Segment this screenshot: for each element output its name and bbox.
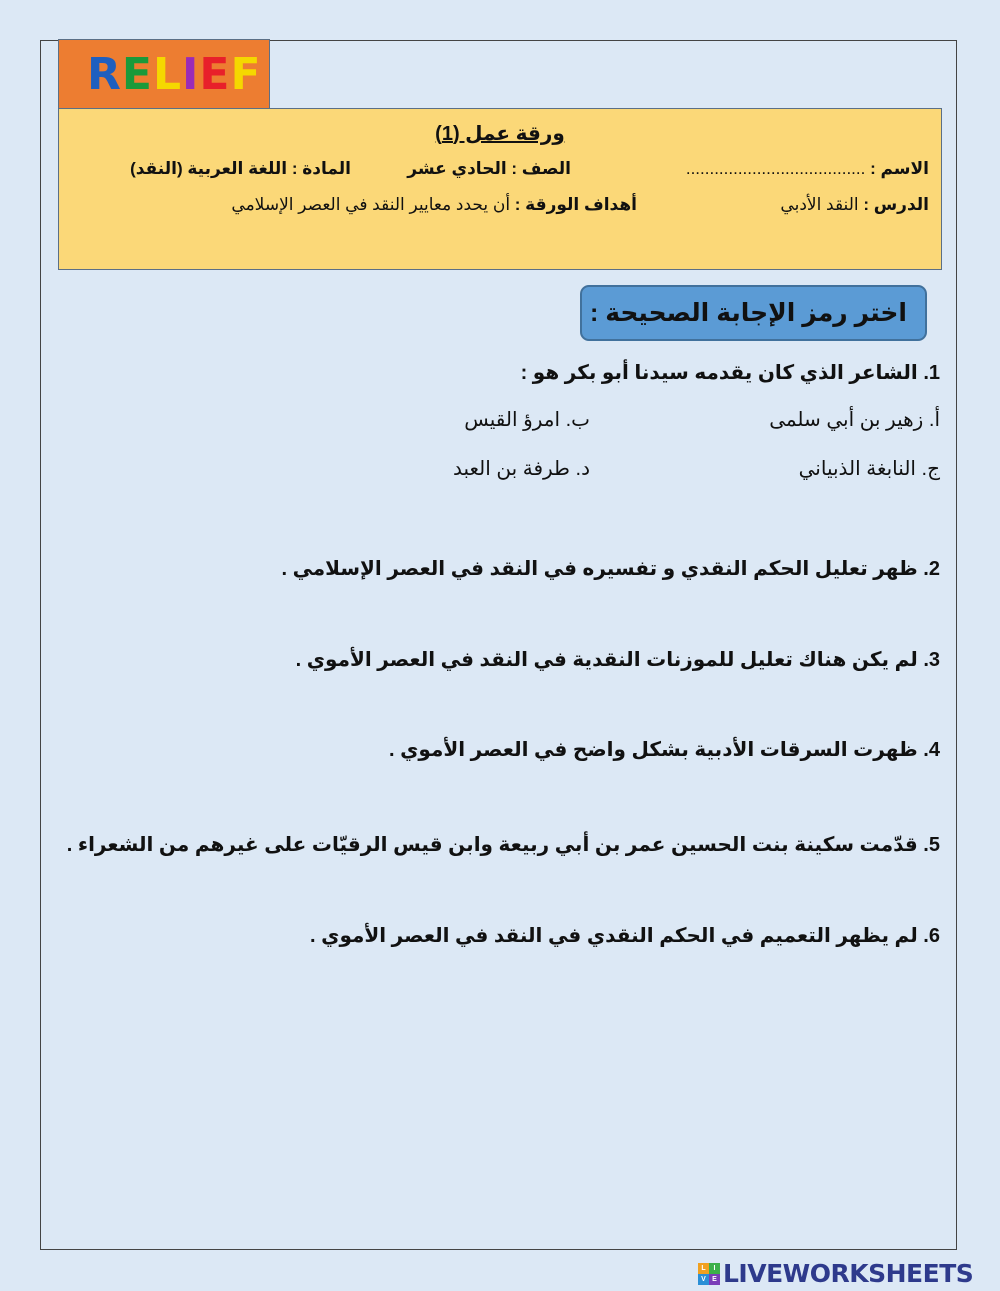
name-dots: ...................................... bbox=[685, 159, 866, 178]
question-5: 5. قدّمت سكينة بنت الحسين عمر بن أبي ربيعة وابن قيس الرقيّات على غيرهم من الشعراء . bbox=[66, 834, 940, 856]
lesson-line bbox=[780, 195, 929, 215]
option-a[interactable]: أ. زهير بن أبي سلمى bbox=[769, 409, 940, 431]
logo-letter: E bbox=[199, 48, 231, 100]
icon-letter: L bbox=[698, 1263, 709, 1274]
question-6: 6. لم يظهر التعميم في الحكم النقدي في النقد في العصر الأموي . bbox=[310, 925, 940, 947]
liveworksheets-watermark bbox=[698, 1259, 973, 1288]
subject-line bbox=[130, 159, 351, 179]
question-3: 3. لم يكن هناك تعليل للموزنات النقدية في النقد في العصر الأموي . bbox=[295, 649, 940, 671]
option-b[interactable]: ب. امرؤ القيس bbox=[464, 409, 590, 431]
goals-value: أن يحدد معايير النقد في العصر الإسلامي bbox=[231, 195, 511, 214]
goals-label: أهداف الورقة : bbox=[514, 195, 637, 214]
lesson-label: الدرس : bbox=[863, 195, 929, 214]
question-4: 4. ظهرت السرقات الأدبية بشكل واضح في العصر الأموي . bbox=[388, 739, 940, 761]
logo-letter: E bbox=[121, 48, 153, 100]
subject-label: المادة : bbox=[291, 159, 351, 178]
grade-label: الصف : bbox=[511, 159, 571, 178]
option-c[interactable]: ج. النابغة الذبياني bbox=[798, 458, 940, 480]
goals-line bbox=[231, 195, 637, 215]
liveworksheets-text: LIVEWORKSHEETS bbox=[723, 1259, 974, 1288]
question-1: 1. الشاعر الذي كان يقدمه سيدنا أبو بكر هو : bbox=[520, 362, 940, 384]
worksheet-header bbox=[58, 108, 942, 270]
worksheet-title: ورقة عمل (1) bbox=[435, 123, 565, 145]
instruction-box: اختر رمز الإجابة الصحيحة : bbox=[580, 285, 927, 341]
logo-letter: I bbox=[182, 48, 200, 100]
name-field[interactable] bbox=[686, 159, 929, 179]
logo-letter: R bbox=[87, 48, 122, 100]
question-2: 2. ظهر تعليل الحكم النقدي و تفسيره في النقد في العصر الإسلامي . bbox=[281, 558, 940, 580]
liveworksheets-icon bbox=[698, 1263, 720, 1285]
grade-line bbox=[407, 159, 571, 179]
lesson-value: النقد الأدبي bbox=[780, 195, 859, 214]
relief-logo bbox=[58, 39, 270, 109]
icon-letter: V bbox=[698, 1274, 709, 1285]
logo-letter: L bbox=[152, 48, 182, 100]
name-label: الاسم : bbox=[870, 159, 929, 178]
subject-value: اللغة العربية (النقد) bbox=[130, 159, 288, 178]
grade-value: الحادي عشر bbox=[407, 159, 507, 178]
option-d[interactable]: د. طرفة بن العبد bbox=[453, 458, 590, 480]
logo-letter: F bbox=[230, 48, 262, 100]
icon-letter: I bbox=[709, 1263, 720, 1274]
icon-letter: E bbox=[709, 1274, 720, 1285]
